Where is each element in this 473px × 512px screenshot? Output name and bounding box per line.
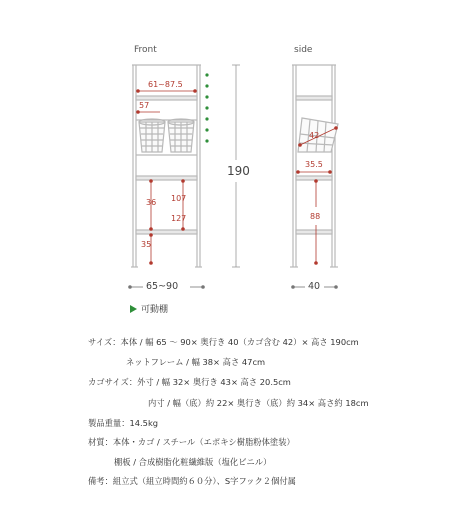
- adjustable-shelf-markers: [205, 73, 208, 142]
- play-triangle-icon: [130, 305, 137, 313]
- spec-net-frame: ネットフレーム / 幅 38× 高さ 47cm: [126, 357, 266, 367]
- dim-basket-depth: 42: [309, 131, 320, 140]
- dim-basket-width: 57: [139, 101, 150, 110]
- dim-36: 36: [146, 198, 157, 207]
- dim-bottom-width: 65~90: [146, 281, 179, 292]
- dim-127: 127: [171, 214, 187, 223]
- dim-107: 107: [171, 194, 187, 203]
- dim-top-width: 61~87.5: [148, 80, 183, 89]
- basket-right: [168, 119, 194, 152]
- spec-shelf-material: 棚板 / 合成樹脂化粧繊維版（塩化ビニル）: [114, 457, 272, 467]
- adjustable-shelf-legend: [130, 302, 168, 315]
- spec-basket-outer: カゴサイズ：外寸 / 幅 32× 奥行き 43× 高さ 20.5cm: [88, 377, 291, 387]
- dim-inner-depth: 35.5: [305, 160, 323, 169]
- basket-left: [139, 119, 165, 152]
- spec-notes: 備考：組立式（組立時間約６０分）、S字フック２個付属: [88, 476, 296, 486]
- spec-basket-inner: 内寸 / 幅（底）約 22× 奥行き（底）約 34× 高さ約 18cm: [148, 398, 369, 408]
- spec-material: 材質：本体・カゴ / スチール（エポキシ樹脂粉体塗装）: [88, 437, 295, 447]
- spec-weight: 製品重量：14.5kg: [88, 418, 159, 428]
- dim-bottom-depth: 40: [308, 281, 321, 292]
- dim-35: 35: [141, 240, 152, 249]
- legend-label: 可動棚: [141, 305, 169, 315]
- dim-height: 190: [227, 164, 250, 178]
- dim-lower-height: 88: [310, 212, 321, 221]
- spec-size: サイズ：本体 / 幅 65 ～ 90× 奥行き 40（カゴ含む 42）× 高さ 190cm: [88, 337, 359, 347]
- side-view-label: side: [294, 45, 313, 55]
- front-view: [131, 65, 202, 267]
- front-view-label: Front: [134, 45, 157, 55]
